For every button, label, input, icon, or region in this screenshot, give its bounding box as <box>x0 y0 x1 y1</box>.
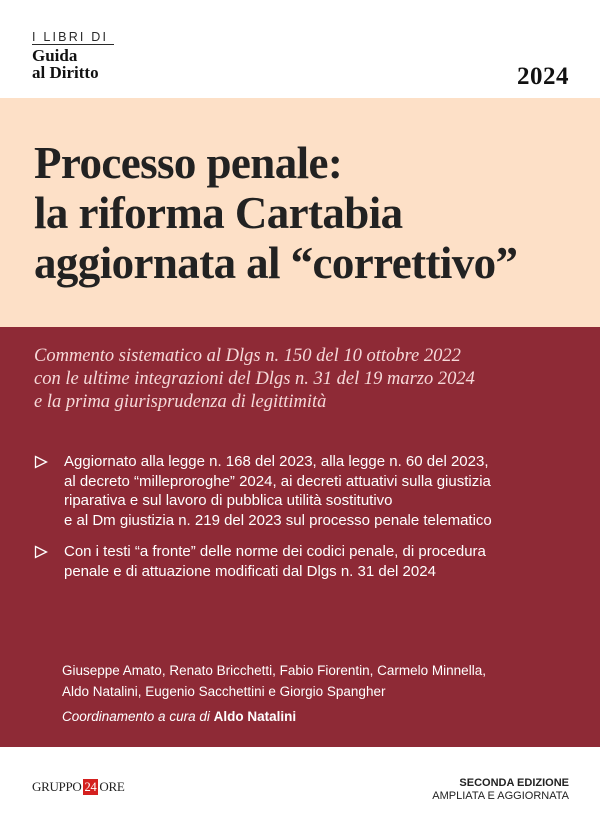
triangle-bullet-icon <box>34 545 48 559</box>
feature-line: al decreto “milleproroghe” 2024, ai decreti attuativi sulla giustizia <box>64 472 491 490</box>
logo-24-box: 24 <box>84 780 97 794</box>
title-line-3: aggiornata al “correttivo” <box>34 238 518 288</box>
authors <box>62 660 486 702</box>
edition-info <box>432 777 569 803</box>
edition-line-1: SECONDA EDIZIONE <box>459 777 569 789</box>
authors-line-1: Giuseppe Amato, Renato Bricchetti, Fabio Fiorentin, Carmelo Minnella, <box>62 663 486 678</box>
feature-line: riparativa e sul lavoro di pubblica utilità sostitutivo <box>64 492 393 509</box>
series-divider <box>32 44 114 45</box>
brand-line-1: Guida <box>32 46 78 65</box>
brand-line-2: al Diritto <box>32 63 99 82</box>
feature-list <box>34 452 574 593</box>
logo-text-right: ORE <box>99 779 125 794</box>
coordination-label: Coordinamento a cura di <box>62 709 210 724</box>
feature-item <box>34 542 574 581</box>
feature-item <box>34 452 574 530</box>
feature-line: penale e di attuazione modificati dal Dlgs n. 31 del 2024 <box>64 562 436 580</box>
title-line-1: Processo penale: <box>34 138 343 188</box>
edition-line-2: AMPLIATA E AGGIORNATA <box>432 790 569 802</box>
logo-text-left: GRUPPO <box>32 779 82 794</box>
book-title <box>34 138 517 288</box>
brand-logo <box>32 47 99 81</box>
coordinator-name: Aldo Natalini <box>213 709 297 724</box>
subtitle-line-2: con le ultime integrazioni del Dlgs n. 31 del 19 marzo 2024 <box>34 369 475 389</box>
subtitle-line-3: e la prima giurisprudenza di legittimità <box>34 392 327 412</box>
coordination <box>62 709 296 724</box>
subtitle <box>34 345 475 414</box>
feature-line: Con i testi “a fronte” delle norme dei codici penale, di procedura <box>64 543 486 560</box>
feature-line: Aggiornato alla legge n. 168 del 2023, alla legge n. 60 del 2023, <box>64 453 489 470</box>
title-line-2: la riforma Cartabia <box>34 188 403 238</box>
edition-year: 2024 <box>517 63 569 90</box>
subtitle-line-1: Commento sistematico al Dlgs n. 150 del 10 ottobre 2022 <box>34 346 461 366</box>
triangle-bullet-icon <box>34 455 48 469</box>
authors-line-2: Aldo Natalini, Eugenio Sacchettini e Giorgio Spangher <box>62 684 386 699</box>
series-label: I LIBRI DI <box>32 30 109 44</box>
feature-line: e al Dm giustizia n. 219 del 2023 sul processo penale telematico <box>64 511 492 529</box>
publisher-logo <box>32 779 125 795</box>
